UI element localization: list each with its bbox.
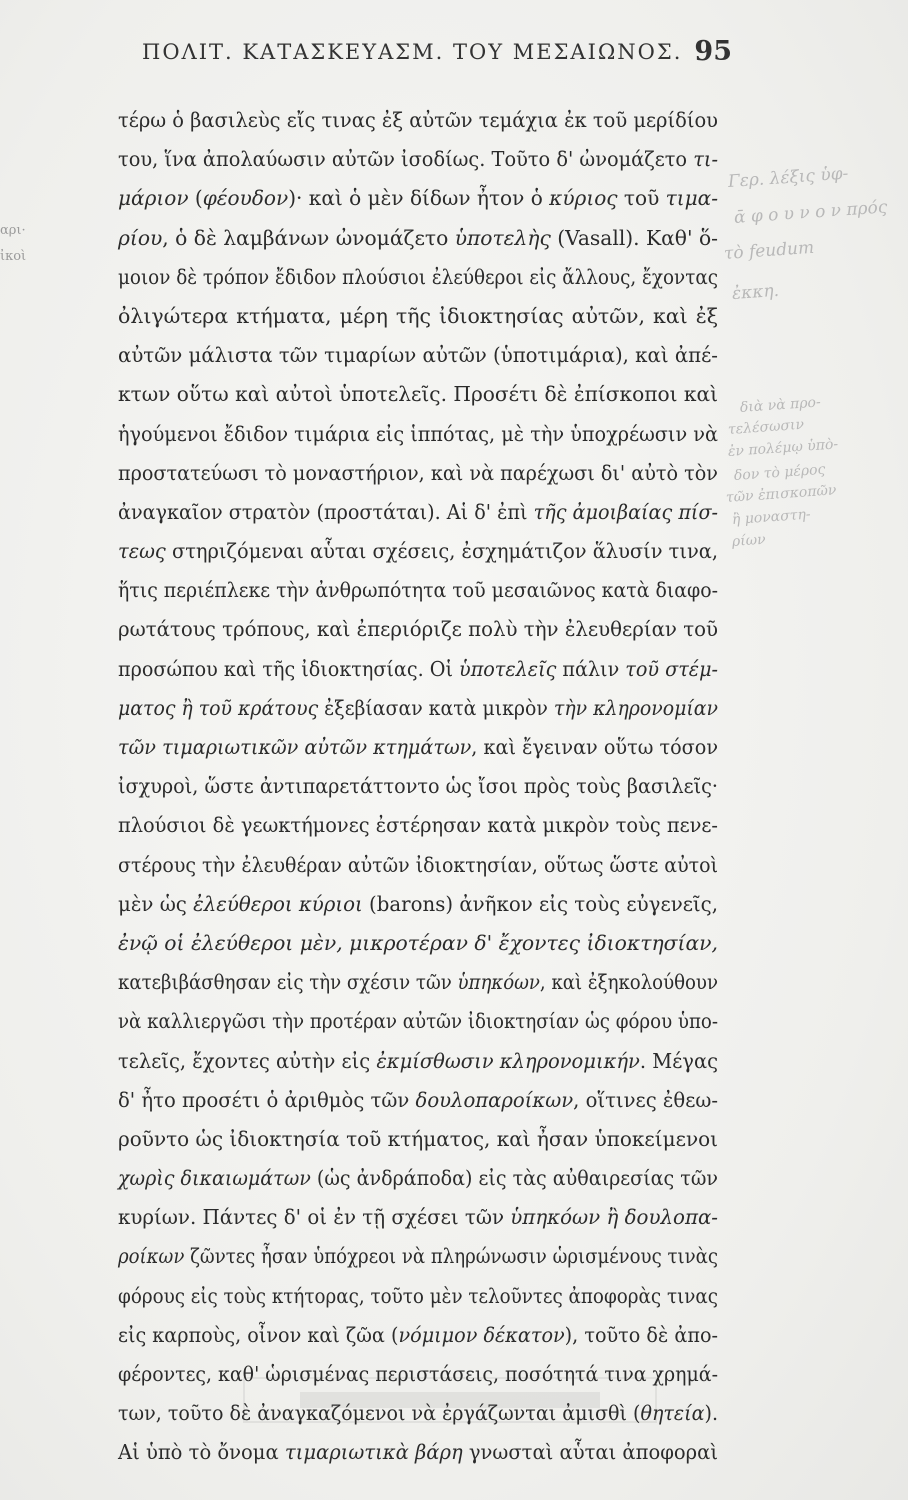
text-segment: ζῶντες ἦσαν ὑπόχρεοι νὰ πληρώνωσιν ὡρισμένους τινὰς [184, 1244, 719, 1269]
text-segment: , ὁ δὲ λαμβάνων ὠνομάζετο [162, 225, 455, 250]
text-segment: κτων οὕτω καὶ αὐτοὶ ὑποτελεῖς. Προσέτι δὲ ἐπίσκοποι καὶ [118, 382, 719, 407]
text-line-content [118, 1120, 718, 1159]
text-line-content [118, 1198, 718, 1237]
text-line-content [118, 650, 718, 689]
text-line-content [118, 297, 718, 336]
text-line [118, 297, 718, 336]
italic-text: δουλοπαροίκων [415, 1087, 574, 1112]
text-segment: )· καὶ ὁ μὲν δίδων ἦτον ὁ [288, 186, 550, 211]
text-line-content [118, 1081, 718, 1120]
text-segment: πλούσιοι δὲ γεωκτήμονες ἐστέρησαν κατὰ μικρὸν τοὺς πενε- [118, 813, 718, 838]
body-text [118, 101, 718, 1473]
text-segment: κυρίων. Πάντες δ' οἱ ἐν τῇ σχέσει τῶν [118, 1205, 511, 1230]
text-line-content [118, 1433, 718, 1472]
text-line-content [118, 963, 718, 1002]
text-segment: (ὡς ἀνδράποδα) εἰς τὰς αὐθαιρεσίας τῶν [310, 1166, 718, 1191]
margin-note: ρίων [731, 531, 767, 550]
text-line [118, 179, 718, 218]
text-segment: τέρω ὁ βασιλεὺς εἴς τινας ἐξ αὐτῶν τεμάχια ἐκ τοῦ μερίδίου [118, 108, 718, 132]
text-segment: ). [704, 1401, 719, 1426]
text-line [118, 963, 718, 1002]
text-line [118, 258, 718, 297]
text-segment: δ' ἦτο προσέτι ὁ ἀριθμὸς τῶν [118, 1087, 416, 1112]
text-segment: πάλιν [556, 656, 626, 681]
text-segment: προστατεύωσι τὸ μοναστήριον, καὶ νὰ παρέχωσι δι' αὐτὸ τὸν [118, 460, 718, 485]
text-line-content [118, 1042, 718, 1081]
text-segment: . Μέγας [639, 1048, 719, 1073]
text-segment: , καὶ ἔγειναν οὕτω τόσον [471, 735, 719, 759]
text-line [118, 1120, 718, 1159]
text-line [118, 846, 718, 885]
text-segment: τελεῖς, ἔχοντες αὐτὴν εἰς [118, 1048, 377, 1073]
text-segment: γνωσταὶ αὗται ἀποφοραὶ [462, 1440, 718, 1465]
margin-note: ἐκκη. [731, 280, 780, 304]
text-segment: νὰ καλλιεργῶσι τὴν προτέραν αὐτῶν ἰδιοκτησίαν ὡς φόρου ὑπο- [118, 1009, 719, 1034]
text-line [118, 610, 718, 649]
text-line-content [118, 140, 718, 179]
text-line [118, 101, 718, 140]
text-line [118, 806, 718, 845]
text-line [118, 454, 718, 493]
italic-text: τῆς ἀμοιβαίας πίσ- [533, 499, 719, 524]
text-segment: εἰς καρποὺς, οἶνον καὶ ζῶα ( [118, 1322, 399, 1347]
text-line-content [118, 336, 718, 375]
left-margin-fragment: αρι· [0, 223, 26, 238]
margin-note: τελέσωσιν [727, 416, 805, 438]
italic-text: χωρὶς δικαιωμάτων [118, 1166, 311, 1191]
text-line-content [118, 728, 718, 767]
italic-text: ὑπηκόων ἢ δουλοπα- [510, 1205, 719, 1230]
italic-text: ροίκων [118, 1244, 185, 1269]
italic-text: ἐλεύθεροι κύριοι [193, 891, 363, 916]
text-segment: ὀλιγώτερα κτήματα, μέρη τῆς ἰδιοκτησίας αὐτῶν, καὶ ἐξ [118, 303, 719, 328]
text-line [118, 493, 718, 532]
text-line [118, 1159, 718, 1198]
italic-text: μάριον [118, 186, 189, 211]
italic-text: τιμα- [665, 186, 719, 211]
text-line-content [118, 1277, 718, 1316]
text-segment: , καὶ ἐξηκολούθουν [539, 970, 718, 995]
text-segment: ἐξεβίασαν κατὰ μικρὸν [318, 695, 554, 720]
italic-text: ὑποτελὴς [454, 225, 551, 250]
italic-text: τὴν κληρονομίαν [553, 695, 719, 720]
italic-text: ἐκμίσθωσιν κληρονομικήν [376, 1048, 640, 1073]
text-line [118, 571, 718, 610]
text-segment: στέρους τὴν ἐλευθέραν αὐτῶν ἰδιοκτησίαν, οὕτως ὥστε αὐτοὶ [118, 852, 719, 877]
text-line [118, 1237, 718, 1276]
text-segment: αὐτῶν μάλιστα τῶν τιμαρίων αὐτῶν (ὑποτιμάρια), καὶ ἀπέ- [118, 343, 718, 368]
text-line [118, 1081, 718, 1120]
text-line [118, 1042, 718, 1081]
text-segment: φόρους εἰς τοὺς κτήτορας, τοῦτο μὲν τελοῦντες ἀποφορὰς τινας [118, 1283, 719, 1308]
text-segment: Αἱ ὑπὸ τὸ ὄνομα [118, 1440, 285, 1465]
text-line-content [118, 767, 718, 806]
text-line-content [118, 375, 718, 414]
text-segment: τοῦ [617, 186, 666, 211]
italic-text: ρίου [118, 225, 163, 250]
text-line-content [118, 1159, 718, 1198]
running-head: ΠΟΛΙΤ. ΚΑΤΑΣΚΕΥΑΣΜ. ΤΟΥ ΜΕΣΑΙΩΝΟΣ. [142, 40, 683, 64]
margin-note: τῶν ἐπισκοπῶν [725, 482, 837, 506]
text-line-content [118, 571, 718, 610]
text-segment: ἥτις περιέπλεκε τὴν ἀνθρωπότητα τοῦ μεσαιῶνος κατὰ διαφο- [118, 578, 719, 603]
margin-note: ἢ μοναστη- [731, 506, 812, 528]
text-segment: ἀναγκαῖον στρατὸν (προστάται). Αἱ δ' ἐπὶ [118, 499, 534, 524]
text-line-content [118, 493, 718, 532]
text-line [118, 219, 718, 258]
text-segment: των, τοῦτο δὲ ἀναγκαζόμενοι νὰ ἐργάζωνται ἀμισθὶ ( [118, 1401, 641, 1426]
text-line [118, 650, 718, 689]
text-segment: κατεβιβάσθησαν εἰς τὴν σχέσιν τῶν [118, 970, 458, 995]
text-line-content [118, 1237, 718, 1276]
text-line [118, 140, 718, 179]
text-line-content [118, 885, 718, 924]
italic-text: τιμαριωτικὰ βάρη [284, 1440, 463, 1465]
page-number: 95 [694, 36, 732, 67]
text-line-content [118, 846, 718, 885]
margin-note: ᾱ φ ο υ ν ο ν πρός [733, 197, 888, 228]
text-segment: μοιον δὲ τρόπον ἔδιδον πλούσιοι ἐλεύθεροι εἰς ἄλλους, ἔχοντας [118, 264, 719, 289]
text-segment: , οἵτινες ἐθεω- [573, 1087, 718, 1112]
text-segment: προσώπου καὶ τῆς ἰδιοκτησίας. Οἱ [118, 656, 460, 681]
text-line-content [118, 1316, 718, 1355]
text-line-content [118, 101, 718, 140]
italic-text: νόμιμον δέκατον [398, 1322, 565, 1347]
text-line [118, 1433, 718, 1472]
faint-stamp-impression [240, 1370, 660, 1430]
page-header [142, 36, 732, 76]
italic-text: φέουδον [202, 186, 289, 211]
left-margin-fragments [0, 218, 26, 270]
italic-text: τεως [118, 539, 166, 564]
text-segment: (Vasall). Καθ' ὅ- [550, 225, 718, 250]
text-line [118, 1316, 718, 1355]
text-line-content [118, 924, 718, 963]
italic-text: τῶν τιμαριωτικῶν αὐτῶν κτημάτων [118, 735, 472, 759]
text-line [118, 532, 718, 571]
italic-text: τι- [693, 147, 719, 172]
text-line [118, 1277, 718, 1316]
margin-note: τὸ feudum [723, 237, 815, 264]
italic-text: ὑποτελεῖς [459, 656, 557, 681]
text-segment: (barons) ἀνῆκον εἰς τοὺς εὐγενεῖς, [362, 891, 719, 916]
margin-note: διὰ νὰ προ- [739, 394, 822, 416]
text-line-content [118, 454, 718, 493]
text-line [118, 689, 718, 728]
text-line-content [118, 219, 718, 258]
italic-text: ὑπηκόων [457, 970, 540, 995]
text-line [118, 885, 718, 924]
text-line [118, 1002, 718, 1041]
text-line [118, 728, 718, 767]
left-margin-fragment: ἰκοὶ [0, 249, 27, 264]
text-line-content [118, 532, 718, 571]
text-line [118, 336, 718, 375]
text-line [118, 1198, 718, 1237]
text-line-content [118, 689, 718, 728]
text-segment: ρωτάτους τρόπους, καὶ ἐπεριόριζε πολὺ τὴν ἐλευθερίαν τοῦ [118, 617, 719, 642]
text-segment: φέροντες, καθ' ὡρισμένας περιστάσεις, ποσότητά τινα χρημά- [118, 1362, 719, 1386]
margin-note: ἐν πολέμῳ ὑπὸ- [727, 436, 839, 460]
text-segment: ( [188, 186, 203, 211]
text-segment: ἡγούμενοι ἔδιδον τιμάρια εἰς ἱππότας, μὲ τὴν ὑποχρέωσιν νὰ [118, 421, 718, 446]
text-line [118, 415, 718, 454]
text-segment: ), τοῦτο δὲ ἀπο- [564, 1322, 718, 1347]
margin-note: Γερ. λέξις ὑφ- [727, 163, 849, 192]
text-line [118, 375, 718, 414]
text-segment: του, ἵνα ἀπολαύωσιν αὐτῶν ἰσοδίως. Τοῦτο δ' ὠνομάζετο [118, 147, 694, 172]
margin-note: δον τὸ μέρος [733, 461, 826, 484]
text-line-content [118, 415, 718, 454]
italic-text: τοῦ στέμ- [625, 656, 718, 681]
text-line-content [118, 179, 718, 218]
text-segment: μὲν ὡς [118, 891, 194, 916]
text-line [118, 924, 718, 963]
text-line-content [118, 1002, 718, 1041]
italic-text: ἐνῷ οἱ ἐλεύθεροι μὲν, μικροτέραν δ' ἔχοντες ἰδιοκτησίαν, [118, 930, 718, 955]
text-segment: ροῦντο ὡς ἰδιοκτησία τοῦ κτήματος, καὶ ἦσαν ὑποκείμενοι [118, 1126, 718, 1151]
italic-text: θητεία [640, 1401, 705, 1426]
italic-text: ματος ἢ τοῦ κράτους [118, 695, 319, 720]
text-line-content [118, 806, 718, 845]
text-segment: ἰσχυροὶ, ὥστε ἀντιπαρετάττοντο ὡς ἴσοι πρὸς τοὺς βασιλεῖς· [118, 774, 718, 799]
text-line-content [118, 610, 718, 649]
text-line-content [118, 258, 718, 297]
italic-text: κύριος [549, 186, 618, 211]
text-segment: στηριζόμεναι αὗται σχέσεις, ἐσχημάτιζον ἅλυσίν τινα, [165, 539, 719, 564]
text-line [118, 767, 718, 806]
